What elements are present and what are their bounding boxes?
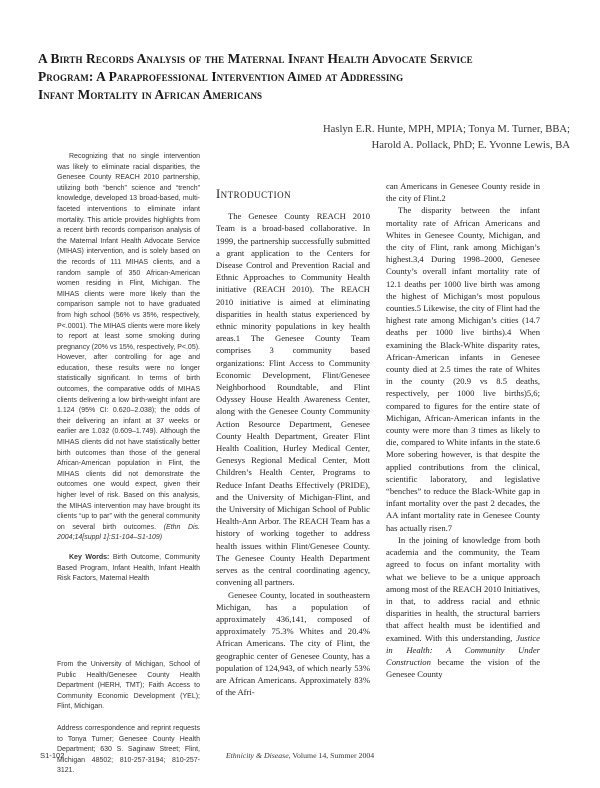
journal-name: Ethnicity & Disease <box>225 751 289 760</box>
authors-line-2: Harold A. Pollack, PhD; E. Yvonne Lewis, BA <box>371 140 570 151</box>
paragraph-text: became the vision of the Genesee County <box>386 656 541 680</box>
keywords-text: Birth Outcome, Community Based Program, Infant Health, Infant Health Risk Factors, Maternal Health <box>57 553 200 583</box>
paragraph: The Genesee County REACH 2010 Team is a broad-based collaborative. In 1999, the partnership successfully submitted a grant application to the Centers for Disease Control and Prevention Racial and Ethnic Approaches to Community Health initiative (REACH 2010). The REACH 2010 initiative is aimed at eliminating disparities in health status experienced by ethnic minority populations in key health areas.1 The Genesee County Team comprises 3 community based organizations: Flint Access to Community Economic Development, Flint/Genesee Neighborhood Roundtable, and Flint Odyssey House Health Awareness Center, along with the Genesee County Community Action Resource Department, Genesee County Health Department, Greater Flint Health Coalition, Hurley Medical Center, Genesys Regional Medical Center, Mott Children’s Health Center, Programs to Reduce Infant Deaths Effectively (PRIDE), and the University of Michigan-Flint, and the University of Michigan School of Public Health-Ann Arbor. The REACH Team has a history of working together to address health issues within Flint/Genesee County. The Genesee County Health Department serves as the central coordinating agency, convening all partners. <box>216 211 370 588</box>
abstract-body <box>57 152 200 544</box>
page-number: S1-102 <box>40 751 65 760</box>
keywords-label: Key Words: <box>69 553 110 561</box>
body-column-right <box>386 180 540 680</box>
paragraph: Genesee County, located in southeastern Michigan, has a population of approximately 436,141, composed of approximately 75.3% Whites and 20.4% African Americans. The city of Flint, the geographic center of Genesee County, has a population of 124,943, of which nearly 53% are African Americans. Approximately 83% of the Afri- <box>216 589 370 698</box>
abstract-citation: (Ethn Dis. 2004;14[suppl 1]:S1-104–S1-109) <box>57 523 200 542</box>
abstract-text: Recognizing that no single intervention was likely to eliminate racial disparities, the Genesee County REACH 2010 partnership, utilizing both “bench” science and “trench” knowledge, developed 13 broad-based, multi-faceted interventions to eliminate infant mortality. This article provides highlights from a recent birth records comparison analysis of the Maternal Infant Health Advocate Service (MIHAS) intervention, and is solely based on the records of 111 MIHAS clients, and a random sample of 350 African-American women residing in Flint, Michigan. The MIHAS clients were more likely than the comparison sample not to have graduated from high school (56% vs 35%, respectively, P<.0001). The MIHAS clients were more likely to report at least some smoking during pregnancy (20% vs 15%, respectively, P<.05). However, after controlling for age and education, these results were no longer statistically significant. In terms of birth outcomes, the comparative odds of MIHAS clients delivering a low birth-weight infant are 1.124 (95% CI: 0.620–2.038); the odds of their delivering an infant at 37 weeks or earlier are 1.032 (0.609–1.749). Although the MIHAS clients did not have statistically better birth outcomes than those of the general African-American population in Flint, the MIHAS clients did not demonstrate the outcomes one would expect, given their higher level of risk. Based on this analysis, the MIHAS intervention may have brought its clients “up to par” with the general community on several birth outcomes. <box>57 153 200 531</box>
abstract <box>57 152 200 585</box>
correspondence-text: Address correspondence and reprint requests to Tonya Turner; Genesee County Health Department; 630 S. Saginaw Street; Flint, Michigan 48502; 810-257-3194; 810-257-3121. <box>57 724 200 775</box>
paragraph: can Americans in Genesee County reside in the city of Flint.2 <box>386 181 540 204</box>
article-title <box>38 50 568 104</box>
keywords <box>57 553 200 585</box>
affiliation-block <box>57 660 200 788</box>
author-list <box>323 122 570 154</box>
title-line-2: Program: A Paraprofessional Intervention Aimed at Addressing <box>38 69 404 84</box>
affiliation-text: From the University of Michigan, School of Public Health/Genesee County Health Department (HERH, TMT); Faith Access to Community Economic Development (YEL); Flint, Michigan. <box>57 661 200 711</box>
title-line-1: A Birth Records Analysis of the Maternal Infant Health Advocate Service <box>38 51 473 66</box>
paragraph: The disparity between the infant mortality rate of African Americans and Whites in Genesee County, Michigan, and the city of Flint, rank among Michigan’s highest.3,4 During 1998–2000, Genesee County’s overall infant mortality rate of 12.1 deaths per 1000 live birth was among the highest of Michigan’s most populous counties.5 Likewise, the city of Flint had the highest rate among Michigan’s cities (14.7 deaths per 1000 live births).4 When examining the Black-White disparity rates, African-American infants in Genesee county died at 2.5 times the rate of Whites in the county (20.9 vs 8.5 deaths, respectively, per 1000 live births)5,6; compared to figures for the entire state of Michigan, African-American infants in the county were more than 3 times as likely to die, compared to White infants in the state.6 More sobering however, is that despite the applied contributions from the clinical, scientific laboratory, and legislative “benches” to reduce the Black-White gap in infant mortality over the past 2 decades, the AA infant mortality rate in Genesee County has actually risen.7 <box>386 205 540 533</box>
title-line-3: Infant Mortality in African Americans <box>38 87 263 102</box>
authors-line-1: Haslyn E.R. Hunte, MPH, MPIA; Tonya M. Turner, BBA; <box>322 124 570 135</box>
paragraph <box>386 534 540 680</box>
section-heading: Introduction <box>216 187 292 201</box>
paragraph-text: In the joining of knowledge from both academia and the community, the Team agreed to focus on infant mortality with what we believe to be a unique approach among most of the REACH 2010 Initiatives, in that, to address racial and ethnic disparities in health, the structural barriers that affect health must be identified and examined. With this understanding, <box>386 534 540 643</box>
italic-phrase: Justice in Health: A Community Under Construction <box>386 632 540 667</box>
body-column-middle <box>216 188 370 698</box>
journal-issue: , Volume 14, Summer 2004 <box>288 751 375 760</box>
journal-footer <box>0 751 600 760</box>
